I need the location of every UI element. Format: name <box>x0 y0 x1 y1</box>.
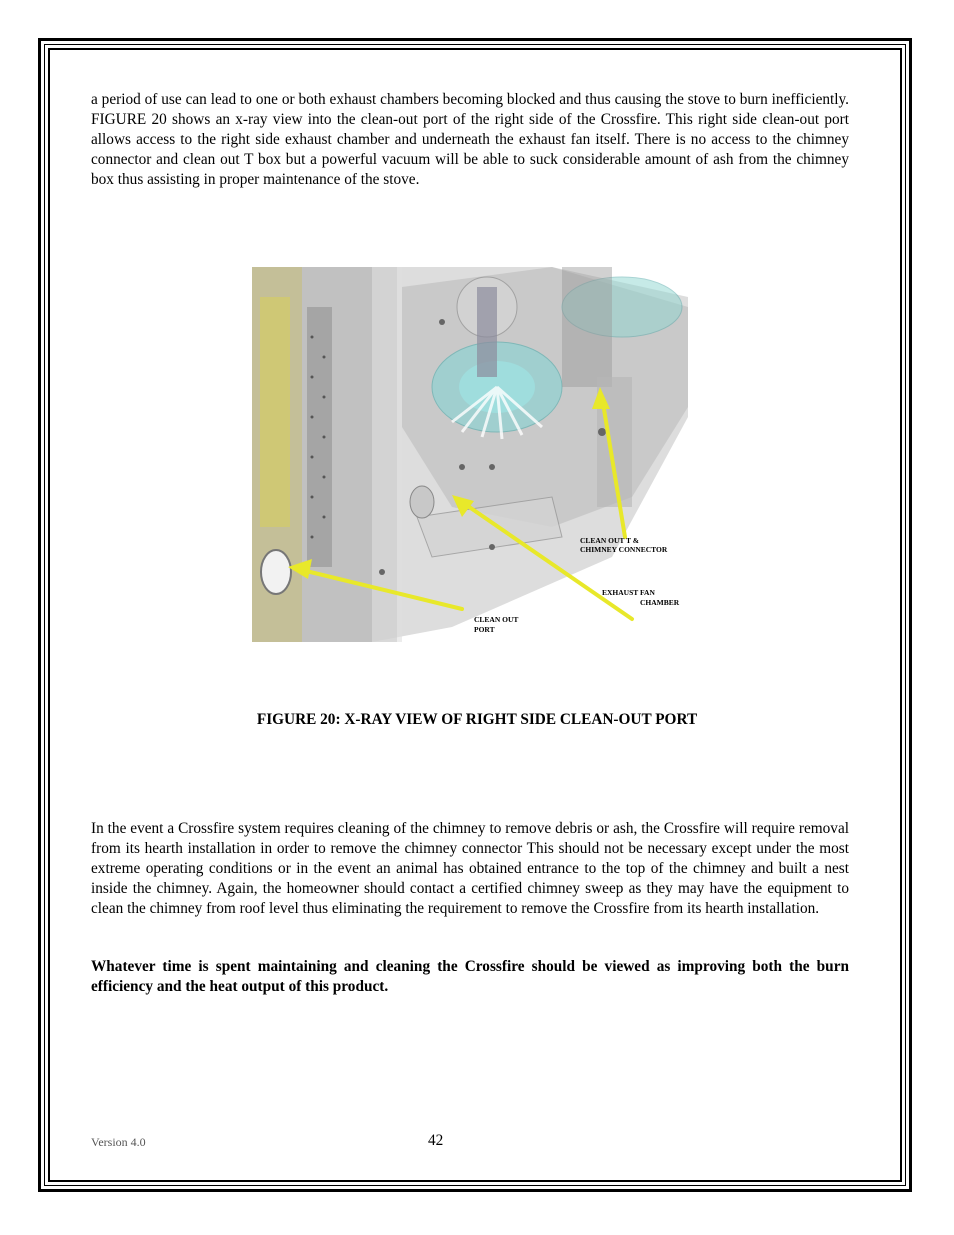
label-port: PORT <box>474 625 495 634</box>
chimney-cleaning-paragraph: In the event a Crossfire system requires cleaning of the chimney to remove debris or ash, the Crossfire will require removal from its hearth installation in order to remove the chimney connector This should not be necessary except under the most extreme operating conditions or in the event an animal has obtained entrance to the top of the chimney and built a nest inside the chimney. Again, the homeowner should contact a certified chimney sweep as they may have the equipment to clean the chimney from roof level thus eliminating the requirement to remove the Crossfire from its hearth installation. <box>91 820 849 917</box>
label-exhaust-fan: EXHAUST FAN <box>602 588 655 597</box>
intro-paragraph: a period of use can lead to one or both exhaust chambers becoming blocked and thus causing the stove to burn inefficiently. FIGURE 20 shows an x-ray view into the clean-out port of the right side of the Crossfire. This right side clean-out port allows access to the right side exhaust chamber and underneath the exhaust fan itself. There is no access to the chimney connector and clean out T box but a powerful vacuum will be able to suck considerable amount of ash from the chimney box thus assisting in proper maintenance of the stove. <box>91 91 849 188</box>
footer-version: Version 4.0 <box>91 1135 146 1149</box>
label-exhaust-chamber: CHAMBER <box>640 598 680 607</box>
page-number: 42 <box>428 1132 444 1149</box>
figure-caption: FIGURE 20: X-RAY VIEW OF RIGHT SIDE CLEAN-OUT PORT <box>256 711 698 728</box>
label-chimney-connector: CHIMNEY CONNECTOR <box>580 545 668 554</box>
xray-figure <box>252 267 688 642</box>
label-clean-out-t: CLEAN OUT T & <box>580 536 639 545</box>
label-clean-out: CLEAN OUT <box>474 615 519 624</box>
maintenance-note-paragraph: Whatever time is spent maintaining and cleaning the Crossfire should be viewed as improving both the burn efficiency and the heat output of this product. <box>91 958 849 995</box>
xray-illustration <box>252 267 688 642</box>
